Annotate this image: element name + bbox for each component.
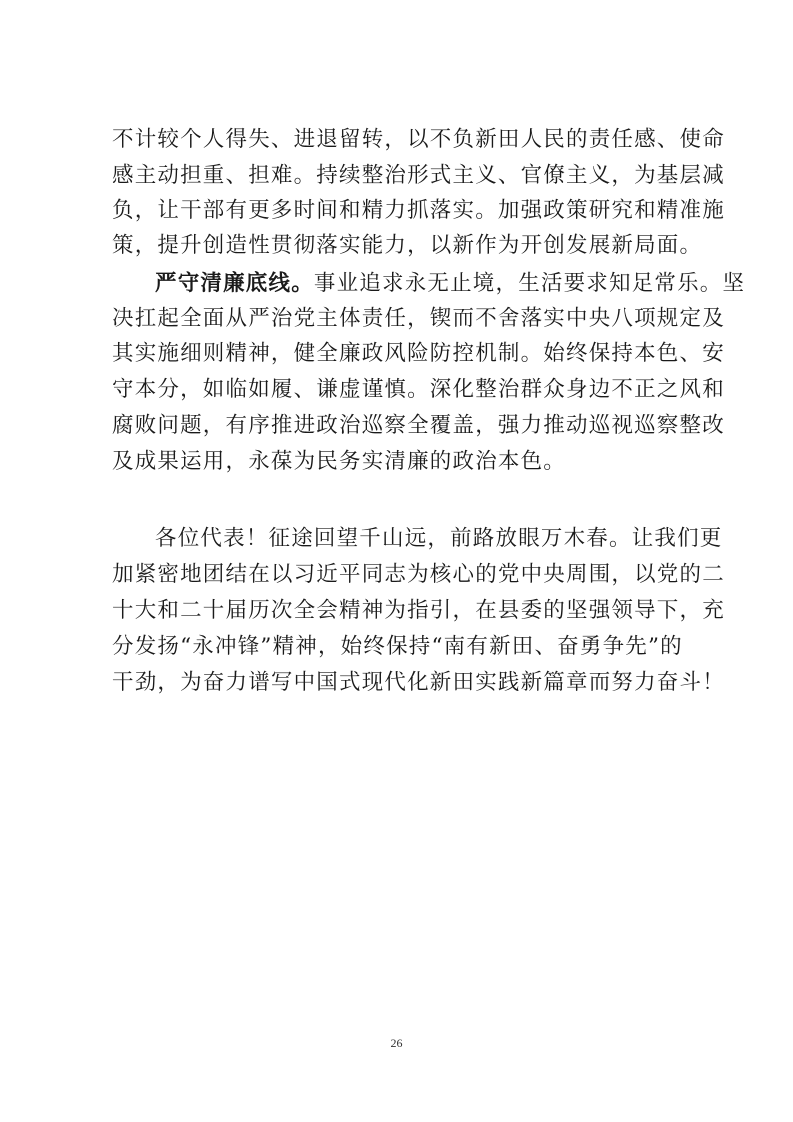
paragraph-line: 守本分，如临如履、谦虚谨慎。深化整治群众身边不正之风和 xyxy=(112,377,725,402)
paragraph-line: 决扛起全面从严治党主体责任，锲而不舍落实中央八项规定及 xyxy=(112,306,725,331)
paragraph-line: 十大和二十届历次全会精神为指引，在县委的坚强领导下，充 xyxy=(112,598,725,623)
paragraph-line: 负，让干部有更多时间和精力抓落实。加强政策研究和精准施 xyxy=(112,198,725,223)
paragraph-first-line: 各位代表！征途回望千山远，前路放眼万木春。让我们更 xyxy=(155,526,723,551)
paragraph-line: 加紧密地团结在以习近平同志为核心的党中央周围，以党的二 xyxy=(112,562,725,587)
paragraph-line: 其实施细则精神，健全廉政风险防控机制。始终保持本色、安 xyxy=(112,341,725,366)
paragraph-line: 感主动担重、担难。持续整治形式主义、官僚主义，为基层减 xyxy=(112,163,725,188)
page-number: 26 xyxy=(390,1036,403,1050)
paragraph-line: 分发扬“永冲锋”精神，始终保持“南有新田、奋勇争先”的 xyxy=(112,634,683,659)
paragraph-line: 及成果运用，永葆为民务实清廉的政治本色。 xyxy=(112,449,567,474)
paragraph-line: 干劲，为奋力谱写中国式现代化新田实践新篇章而努力奋斗！ xyxy=(112,670,725,695)
section-heading: 严守清廉底线。 xyxy=(155,271,314,296)
paragraph-line: 策，提升创造性贯彻落实能力，以新作为开创发展新局面。 xyxy=(112,233,703,258)
paragraph-first-line xyxy=(155,270,746,298)
paragraph-line: 腐败问题，有序推进政治巡察全覆盖，强力推动巡视巡察整改 xyxy=(112,413,725,438)
paragraph-line: 不计较个人得失、进退留转，以不负新田人民的责任感、使命 xyxy=(112,127,725,152)
paragraph-text: 事业追求永无止境，生活要求知足常乐。坚 xyxy=(313,271,746,296)
